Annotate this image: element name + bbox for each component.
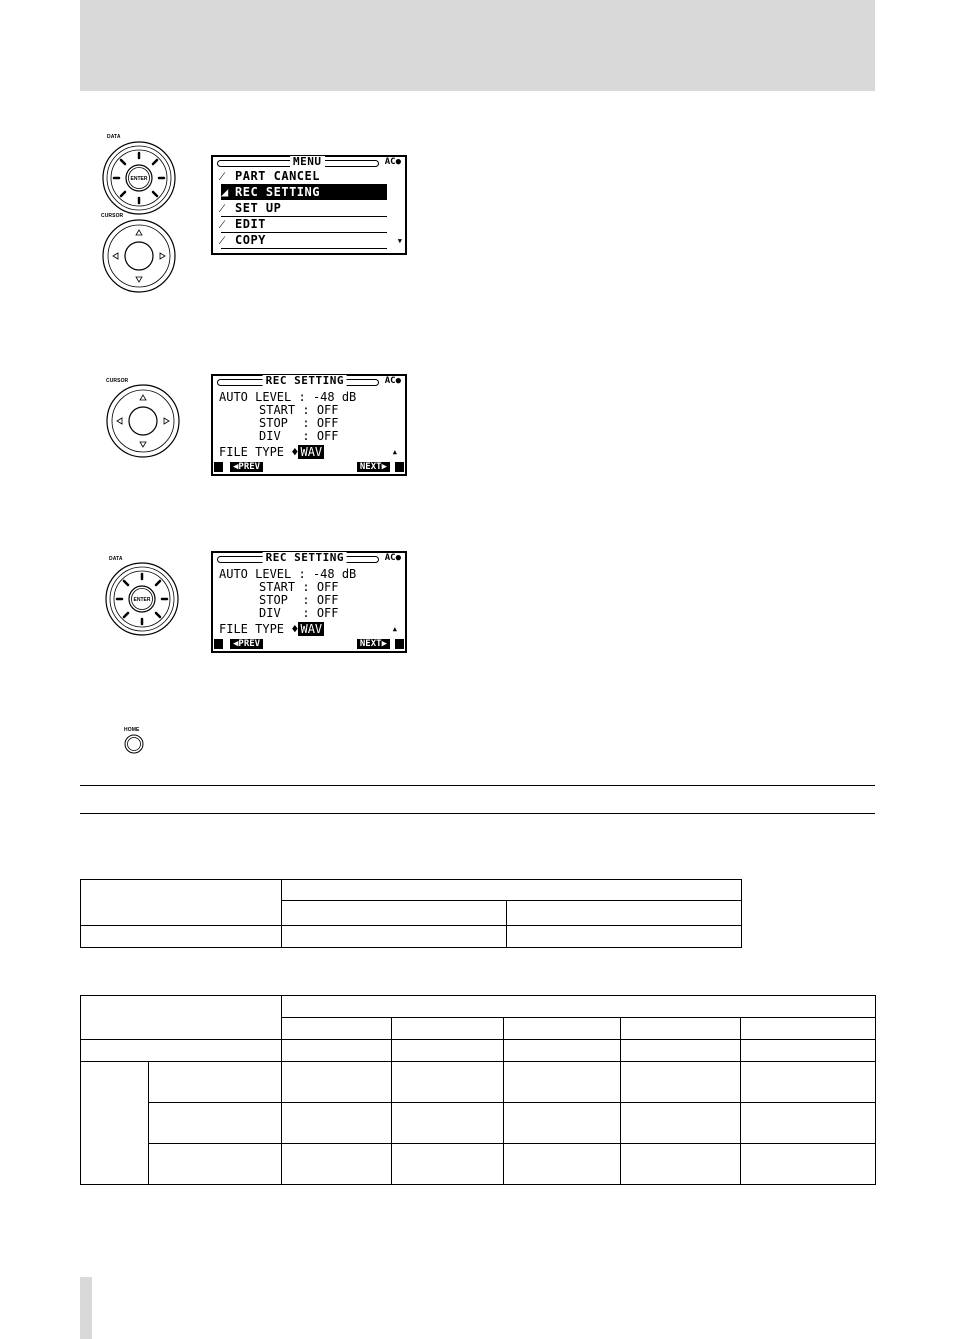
table-cell — [504, 1144, 621, 1185]
table-cell — [282, 1040, 392, 1062]
table-cell — [81, 926, 282, 948]
section-rule-top — [80, 785, 875, 786]
screen-footer — [214, 639, 404, 650]
home-key-label: HOME — [124, 727, 140, 733]
start-row: START : OFF — [259, 403, 339, 417]
rec-setting-title: REC SETTING — [263, 375, 347, 387]
table-cell — [621, 1144, 741, 1185]
table-cell — [741, 1062, 876, 1103]
table-cell — [621, 1040, 741, 1062]
table-cell — [282, 926, 507, 948]
cursor-pad-2[interactable] — [105, 384, 181, 458]
table-cell — [149, 1144, 282, 1185]
auto-level-row: AUTO LEVEL : -48 dB — [219, 567, 357, 581]
data-dial-label-2: DATA — [109, 556, 123, 562]
table-cell — [392, 1062, 504, 1103]
table-cell — [621, 1018, 741, 1040]
table-cell — [282, 996, 876, 1018]
table-cell — [504, 1040, 621, 1062]
table-cell — [282, 1144, 392, 1185]
rec-setting-title-bar — [217, 374, 401, 387]
cursor-pad-label-2: CURSOR — [106, 378, 129, 384]
table-cell — [282, 1062, 392, 1103]
back-fold-icon[interactable] — [214, 462, 223, 472]
prev-button[interactable]: ◀PREV — [230, 462, 263, 472]
table-cell — [741, 1040, 876, 1062]
data-dial-2[interactable] — [104, 562, 180, 636]
section-rule-bottom — [80, 813, 875, 814]
enter-button-label-2: ENTER — [133, 597, 151, 603]
forward-fold-icon[interactable] — [395, 639, 404, 649]
table-cell — [741, 1144, 876, 1185]
table-cell — [282, 1103, 392, 1144]
table-cell — [149, 1103, 282, 1144]
back-fold-icon[interactable] — [214, 639, 223, 649]
file-type-value[interactable]: WAV — [300, 445, 323, 459]
data-dial[interactable] — [101, 140, 177, 216]
start-row: START : OFF — [259, 580, 339, 594]
table-cell — [392, 1040, 504, 1062]
file-type-value[interactable]: WAV — [300, 622, 323, 636]
table-cell — [282, 901, 507, 926]
ac-power-icon: AC● — [384, 157, 401, 167]
table-cell — [282, 880, 742, 901]
table-cell — [81, 996, 282, 1040]
table-cell — [504, 1018, 621, 1040]
cursor-pad-label: CURSOR — [101, 213, 124, 219]
table-cell — [741, 1103, 876, 1144]
table-cell — [621, 1062, 741, 1103]
rec-setting-title-bar-2 — [217, 551, 401, 564]
table-cell — [504, 1103, 621, 1144]
stop-row: STOP : OFF — [259, 593, 339, 607]
scroll-up-icon: ▲ — [392, 448, 397, 456]
page-side-tab — [80, 1277, 92, 1339]
table-cell — [392, 1103, 504, 1144]
menu-screen — [211, 155, 407, 255]
stop-row: STOP : OFF — [259, 416, 339, 430]
cursor-pad[interactable] — [101, 219, 177, 293]
menu-item-set-up[interactable]: ⁄ SET UP — [221, 201, 387, 217]
table-cell — [621, 1103, 741, 1144]
menu-item-edit[interactable]: ⁄ EDIT — [221, 217, 387, 233]
auto-level-row: AUTO LEVEL : -48 dB — [219, 390, 357, 404]
table-cell — [392, 1144, 504, 1185]
menu-item-part-cancel[interactable]: ⁄ PART CANCEL — [221, 169, 387, 185]
file-type-row[interactable]: FILE TYPE ♦ WAV — [219, 622, 323, 636]
table-cell — [507, 901, 742, 926]
table-cell — [81, 880, 282, 926]
menu-screen-title-bar — [217, 155, 401, 168]
rec-setting-screen-2 — [211, 551, 407, 653]
table-cell — [282, 1018, 392, 1040]
div-row: DIV : OFF — [259, 606, 339, 620]
table-cell — [392, 1018, 504, 1040]
table-cell — [81, 1040, 282, 1062]
table-cell — [741, 1018, 876, 1040]
table-cell — [81, 1062, 149, 1185]
table-cell — [504, 1062, 621, 1103]
menu-screen-title: MENU — [290, 156, 325, 168]
table-cell — [149, 1062, 282, 1103]
ac-power-icon: AC● — [384, 553, 401, 563]
table-2 — [80, 995, 876, 1185]
menu-item-rec-setting[interactable]: ◢ REC SETTING — [221, 185, 387, 200]
enter-button-label: ENTER — [130, 176, 148, 182]
scroll-up-icon: ▲ — [392, 625, 397, 633]
data-dial-label: DATA — [107, 134, 121, 140]
prev-button[interactable]: ◀PREV — [230, 639, 263, 649]
page-header-band — [80, 0, 875, 91]
menu-item-copy[interactable]: ⁄ COPY — [221, 233, 387, 249]
scroll-down-icon: ▼ — [397, 237, 402, 245]
home-key[interactable] — [124, 734, 144, 754]
rec-setting-title-2: REC SETTING — [263, 552, 347, 564]
div-row: DIV : OFF — [259, 429, 339, 443]
next-button[interactable]: NEXT▶ — [357, 462, 390, 472]
next-button[interactable]: NEXT▶ — [357, 639, 390, 649]
file-type-row[interactable]: FILE TYPE ♦ WAV — [219, 445, 323, 459]
ac-power-icon: AC● — [384, 376, 401, 386]
rec-setting-screen — [211, 374, 407, 476]
screen-footer — [214, 462, 404, 473]
forward-fold-icon[interactable] — [395, 462, 404, 472]
table-cell — [507, 926, 742, 948]
table-1 — [80, 879, 742, 948]
